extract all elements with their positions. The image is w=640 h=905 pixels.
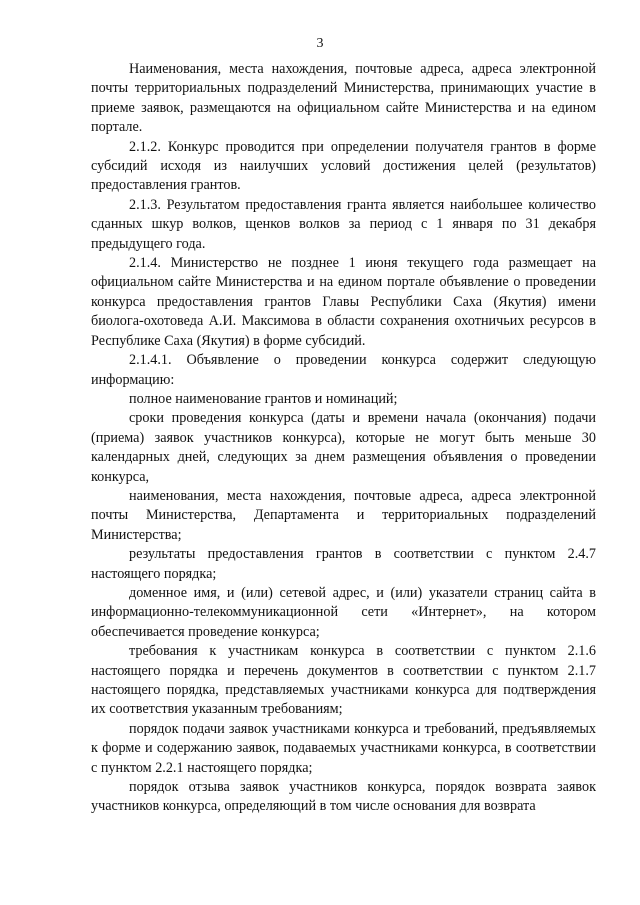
paragraph-3: 2.1.3. Результатом предоставления гранта является наибольшее количество сданных шкур волков, щенков волков за период с 1 января по 31 декабря предыдущего года.: [91, 196, 596, 252]
page-number: 3: [316, 36, 324, 51]
paragraph-10: доменное имя, и (или) сетевой адрес, и (или) указатели страниц сайта в информационно-телекоммуникационной сети «Интернет», на котором обеспечивается проведение конкурса;: [91, 584, 596, 640]
paragraph-1: Наименования, места нахождения, почтовые адреса, адреса электронной почты территориальных подразделений Министерства, принимающих участие в приеме заявок, размещаются на официальном сайте Министерства и на едином портале.: [91, 61, 596, 136]
document-body: [91, 60, 596, 817]
paragraph-2: 2.1.2. Конкурс проводится при определении получателя грантов в форме субсидий исходя из наилучших условий достижения целей (результатов) предоставления грантов.: [91, 138, 596, 194]
paragraph-11: требования к участникам конкурса в соответствии с пунктом 2.1.6 настоящего порядка и перечень документов в соответствии с пунктом 2.1.7 настоящего порядка, представляемых участниками конкурса для подтверждения их соответствия указанным требованиям;: [91, 643, 596, 718]
paragraph-8: наименования, места нахождения, почтовые адреса, адреса электронной почты Министерства, Департамента и территориальных подразделений Министерства;: [91, 487, 596, 543]
paragraph-12: порядок подачи заявок участниками конкурса и требований, предъявляемых к форме и содержанию заявок, подаваемых участниками конкурса, в соответствии с пунктом 2.2.1 настоящего порядка;: [91, 720, 596, 776]
paragraph-5: 2.1.4.1. Объявление о проведении конкурса содержит следующую информацию:: [91, 352, 596, 388]
paragraph-13: порядок отзыва заявок участников конкурса, порядок возврата заявок участников конкурса, определяющий в том числе основания для возврата: [91, 779, 596, 815]
paragraph-6: полное наименование грантов и номинаций;: [129, 390, 398, 407]
paragraph-7: сроки проведения конкурса (даты и времени начала (окончания) подачи (приема) заявок участников конкурса), которые не могут быть меньше 30 календарных дней, следующих за днем размещения объявления о проведении конкурса,: [91, 410, 596, 485]
paragraph-9: результаты предоставления грантов в соответствии с пунктом 2.4.7 настоящего порядка;: [91, 546, 596, 582]
paragraph-4: 2.1.4. Министерство не позднее 1 июня текущего года размещает на официальном сайте Министерства и на едином портале объявление о проведении конкурса предоставления грантов Главы Республики Саха (Якутия) имени биолога-охотоведа А.И. Максимова в области сохранения охотничьих ресурсов в Республике Саха (Якутия) в форме субсидий.: [91, 255, 596, 349]
